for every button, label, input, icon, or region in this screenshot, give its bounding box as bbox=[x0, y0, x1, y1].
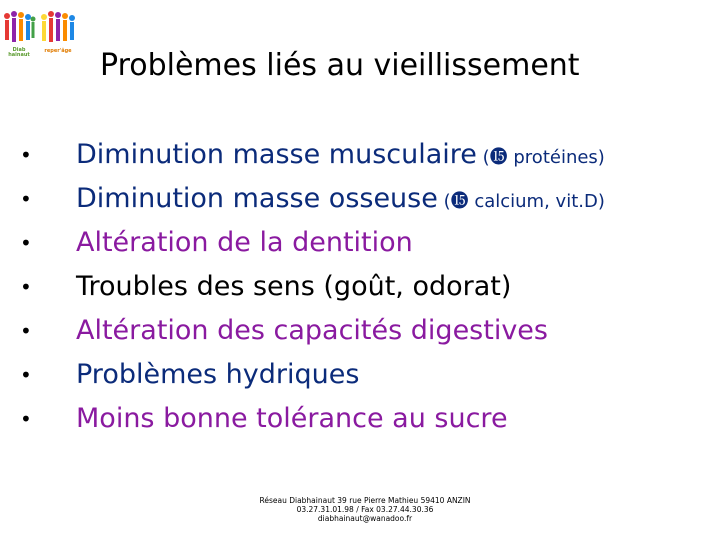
bullet-text bbox=[76, 353, 359, 397]
people-group-icon bbox=[38, 10, 78, 48]
bullet-text bbox=[76, 177, 605, 224]
bullet-text bbox=[76, 265, 511, 309]
people-group-icon bbox=[2, 10, 36, 48]
bullet-dot: • bbox=[20, 319, 32, 343]
bullet-text bbox=[76, 133, 605, 180]
bullet-text bbox=[76, 309, 548, 353]
bullet-text bbox=[76, 397, 508, 441]
right-logo-text: reper'âge bbox=[44, 48, 72, 54]
footer bbox=[240, 496, 490, 523]
left-logo-text-line1: Diab bbox=[12, 47, 26, 53]
left-logo-text-line2: hainaut bbox=[8, 52, 30, 58]
bullet-main-text: Diminution masse musculaire bbox=[76, 139, 477, 170]
bullet-main-text: Troubles des sens (goût, odorat) bbox=[76, 271, 512, 302]
bullet-dot: • bbox=[20, 187, 32, 211]
bullet-note: (⓯ calcium, vit.D) bbox=[437, 191, 605, 212]
slide-title: Problèmes liés au vieillissement bbox=[100, 48, 580, 83]
bullet-main-text: Altération des capacités digestives bbox=[76, 315, 548, 346]
diabhainaut-logo bbox=[2, 10, 36, 62]
bullet-dot: • bbox=[20, 143, 32, 167]
bullet-main-text: Problèmes hydriques bbox=[76, 359, 360, 390]
bullet-note: (⓯ protéines) bbox=[476, 147, 605, 168]
bullet-dot: • bbox=[20, 275, 32, 299]
bullet-main-text: Diminution masse osseuse bbox=[76, 183, 438, 214]
bullet-main-text: Altération de la dentition bbox=[76, 227, 413, 258]
reperage-logo bbox=[38, 10, 78, 62]
bullet-dot: • bbox=[20, 231, 32, 255]
bullet-main-text: Moins bonne tolérance au sucre bbox=[76, 403, 508, 434]
bullet-text bbox=[76, 221, 413, 265]
footer-address: Réseau Diabhainaut 39 rue Pierre Mathieu 59410 ANZIN bbox=[259, 496, 471, 505]
footer-email: diabhainaut@wanadoo.fr bbox=[317, 514, 413, 523]
bullet-dot: • bbox=[20, 407, 32, 431]
bullet-dot: • bbox=[20, 363, 32, 387]
footer-phone: 03.27.31.01.98 / Fax 03.27.44.30.36 bbox=[296, 505, 434, 514]
